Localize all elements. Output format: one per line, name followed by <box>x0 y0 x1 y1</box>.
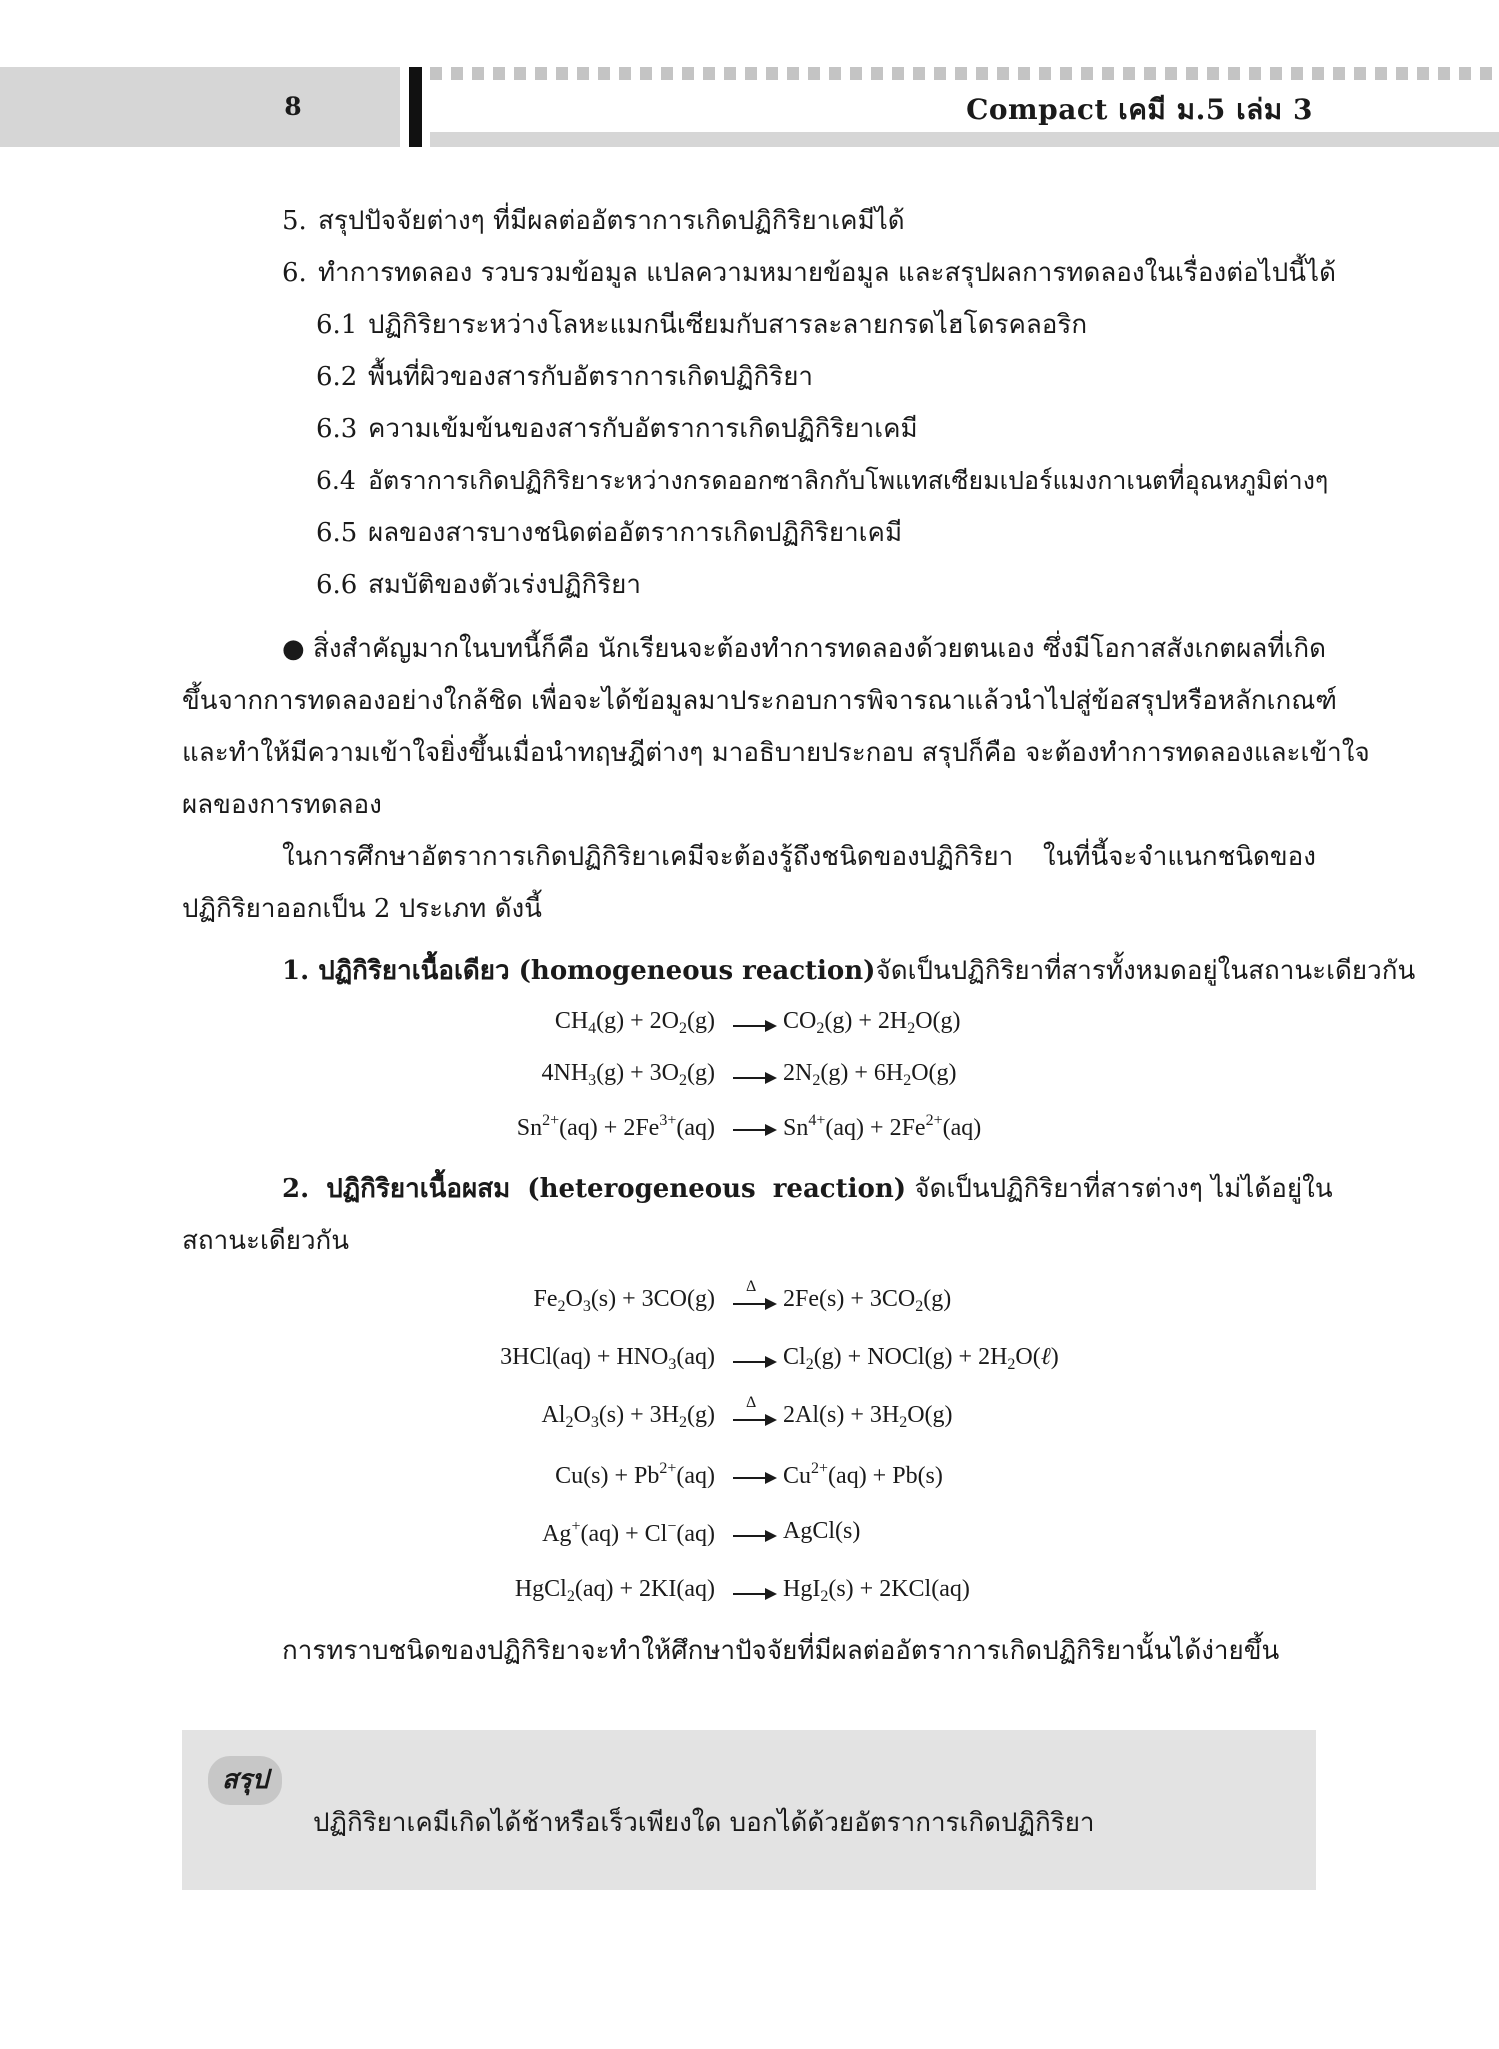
sub-objective-number: 6.4 <box>316 466 356 495</box>
equation-row <box>0 1456 1499 1496</box>
equation-reactants: $Sn^{2+}(aq) + 2Fe^{3+}(aq)$ <box>516 1112 715 1141</box>
equation-row <box>0 1278 1499 1322</box>
reaction-arrow-icon <box>729 1056 779 1096</box>
sub-objective-item <box>316 464 1328 498</box>
sub-objective-number: 6.2 <box>316 362 358 392</box>
closing-sentence: การทราบชนิดของปฏิกิริยาจะทำให้ศึกษาปัจจัยที่มีผลต่ออัตราการเกิดปฏิกิริยานั้นได้ง่ายขึ้น <box>282 1636 1280 1666</box>
equation-row <box>0 1108 1499 1148</box>
equation-products: $Cu^{2+}(aq) + Pb(s)$ <box>783 1460 943 1489</box>
equation-products: $CO_2(g) + 2H_2O(g)$ <box>783 1008 961 1037</box>
homogeneous-heading <box>282 954 1415 988</box>
sub-objective-text: พื้นที่ผิวของสารกับอัตราการเกิดปฏิกิริยา <box>368 362 814 392</box>
sub-objective-item <box>316 516 902 550</box>
reaction-arrow-icon <box>729 1108 779 1148</box>
reaction-arrow-icon <box>729 1456 779 1496</box>
equation-products: $2N_2(g) + 6H_2O(g)$ <box>783 1060 957 1089</box>
equation-reactants: HgCl$_2$(aq) + 2KI(aq) <box>514 1576 715 1605</box>
objective-text: ทำการทดลอง รวบรวมข้อมูล แปลความหมายข้อมูล และสรุปผลการทดลองในเรื่องต่อไปนี้ได้ <box>318 258 1337 288</box>
heat-symbol: Δ <box>746 1278 757 1295</box>
intro-paragraph-line: ในการศึกษาอัตราการเกิดปฏิกิริยาเคมีจะต้องรู้ถึงชนิดของปฏิกิริยา ในที่นี้จะจำแนกชนิดของ <box>282 842 1316 872</box>
equation-row <box>0 1056 1499 1096</box>
summary-label: สรุป <box>208 1756 282 1805</box>
objective-item <box>282 204 905 238</box>
sub-objective-number: 6.6 <box>316 570 358 600</box>
equation-row <box>0 1004 1499 1044</box>
equation-reactants: $Cu(s) + Pb^{2+}(aq)$ <box>555 1460 715 1489</box>
objective-text: สรุปปัจจัยต่างๆ ที่มีผลต่ออัตราการเกิดปฏิกิริยาเคมีได้ <box>318 206 905 236</box>
heterogeneous-description: จัดเป็นปฏิกิริยาที่สารต่างๆ ไม่ได้อยู่ใน <box>914 1174 1333 1204</box>
equation-reactants: $CH_4(g) + 2O_2(g)$ <box>554 1008 715 1037</box>
important-paragraph-line: ผลของการทดลอง <box>182 790 382 820</box>
equation-products: $Sn^{4+}(aq) + 2Fe^{2+}(aq)$ <box>783 1112 982 1141</box>
objective-item <box>282 256 1336 290</box>
reaction-arrow-icon <box>729 1340 779 1380</box>
header-dotted-rule <box>430 67 1499 80</box>
equation-reactants: $Al_2O_3(s) + 3H_2(g)$ <box>541 1402 715 1431</box>
sub-objective-item <box>316 308 1087 342</box>
sub-objective-number: 6.5 <box>316 518 358 548</box>
sub-objective-item <box>316 412 918 446</box>
heterogeneous-heading <box>282 1172 1333 1206</box>
equation-row <box>0 1514 1499 1554</box>
equation-products: AgCl(s) <box>783 1518 861 1544</box>
header-band-right <box>430 132 1499 147</box>
reaction-arrow-icon <box>729 1514 779 1554</box>
equation-reactants: $3HCl(aq) + HNO_3(aq)$ <box>500 1344 715 1373</box>
objective-number: 6. <box>282 258 307 288</box>
sub-objective-number: 6.3 <box>316 414 358 444</box>
important-paragraph-line: ● สิ่งสำคัญมากในบทนี้ก็คือ นักเรียนจะต้องทำการทดลองด้วยตนเอง ซึ่งมีโอกาสสังเกตผลที่เกิด <box>282 634 1326 664</box>
equation-row <box>0 1572 1499 1612</box>
equation-products: $2Fe(s) + 3CO_2(g)$ <box>783 1286 952 1315</box>
equation-products: HgI$_2$(s) + 2KCl(aq) <box>783 1576 970 1605</box>
sub-objective-text: สมบัติของตัวเร่งปฏิกิริยา <box>368 570 642 600</box>
heterogeneous-title: 2. ปฏิกิริยาเนื้อผสม (heterogeneous reaction) <box>282 1174 907 1204</box>
equation-reactants: Ag+(aq) + Cl−(aq) <box>542 1518 715 1547</box>
heat-symbol: Δ <box>746 1394 757 1411</box>
sub-objective-number: 6.1 <box>316 310 358 340</box>
equation-products: $2Al(s) + 3H_2O(g)$ <box>783 1402 953 1431</box>
header-divider-bar <box>409 67 422 147</box>
heat-arrow-icon <box>729 1394 779 1438</box>
sub-objective-item <box>316 360 813 394</box>
sub-objective-text: ปฏิกิริยาระหว่างโลหะแมกนีเซียมกับสารละลายกรดไฮโดรคลอริก <box>368 310 1088 340</box>
important-paragraph-line: ขึ้นจากการทดลองอย่างใกล้ชิด เพื่อจะได้ข้อมูลมาประกอบการพิจารณาแล้วนำไปสู่ข้อสรุปหรือหลักเกณฑ์ <box>182 686 1337 716</box>
reaction-arrow-icon <box>729 1004 779 1044</box>
sub-objective-item <box>316 568 641 602</box>
equation-row <box>0 1340 1499 1380</box>
sub-objective-text: ความเข้มข้นของสารกับอัตราการเกิดปฏิกิริยาเคมี <box>368 414 918 444</box>
sub-objective-text: อัตราการเกิดปฏิกิริยาระหว่างกรดออกซาลิกกับโพแทสเซียมเปอร์แมงกาเนตที่อุณหภูมิต่างๆ <box>368 466 1329 495</box>
homogeneous-description: จัดเป็นปฏิกิริยาที่สารทั้งหมดอยู่ในสถานะเดียวกัน <box>875 956 1416 986</box>
equation-products: $Cl_2(g)$ + NOCl(g) + $2H_2O(\ell)$ <box>783 1344 1059 1373</box>
equation-reactants: $Fe_2O_3(s) + 3CO(g)$ <box>533 1286 715 1315</box>
page-number: 8 <box>284 92 302 121</box>
heterogeneous-description-continued: สถานะเดียวกัน <box>182 1226 350 1256</box>
summary-text: ปฏิกิริยาเคมีเกิดได้ช้าหรือเร็วเพียงใด บอกได้ด้วยอัตราการเกิดปฏิกิริยา <box>313 1808 1095 1838</box>
header-band-left <box>0 67 400 147</box>
book-title: Compact เคมี ม.5 เล่ม 3 <box>966 93 1313 126</box>
equation-row <box>0 1394 1499 1438</box>
reaction-arrow-icon <box>729 1572 779 1612</box>
heat-arrow-icon <box>729 1278 779 1322</box>
objective-number: 5. <box>282 206 307 236</box>
important-paragraph-line: และทำให้มีความเข้าใจยิ่งขึ้นเมื่อนำทฤษฎีต่างๆ มาอธิบายประกอบ สรุปก็คือ จะต้องทำการทดลองและเข้าใจ <box>182 738 1370 768</box>
sub-objective-text: ผลของสารบางชนิดต่ออัตราการเกิดปฏิกิริยาเคมี <box>368 518 903 548</box>
summary-box <box>182 1730 1316 1890</box>
intro-paragraph-line: ปฏิกิริยาออกเป็น 2 ประเภท ดังนี้ <box>182 894 542 924</box>
equation-reactants: $4NH_3(g) + 3O_2(g)$ <box>541 1060 715 1089</box>
homogeneous-title: 1. ปฏิกิริยาเนื้อเดียว (homogeneous reaction) <box>282 956 876 986</box>
